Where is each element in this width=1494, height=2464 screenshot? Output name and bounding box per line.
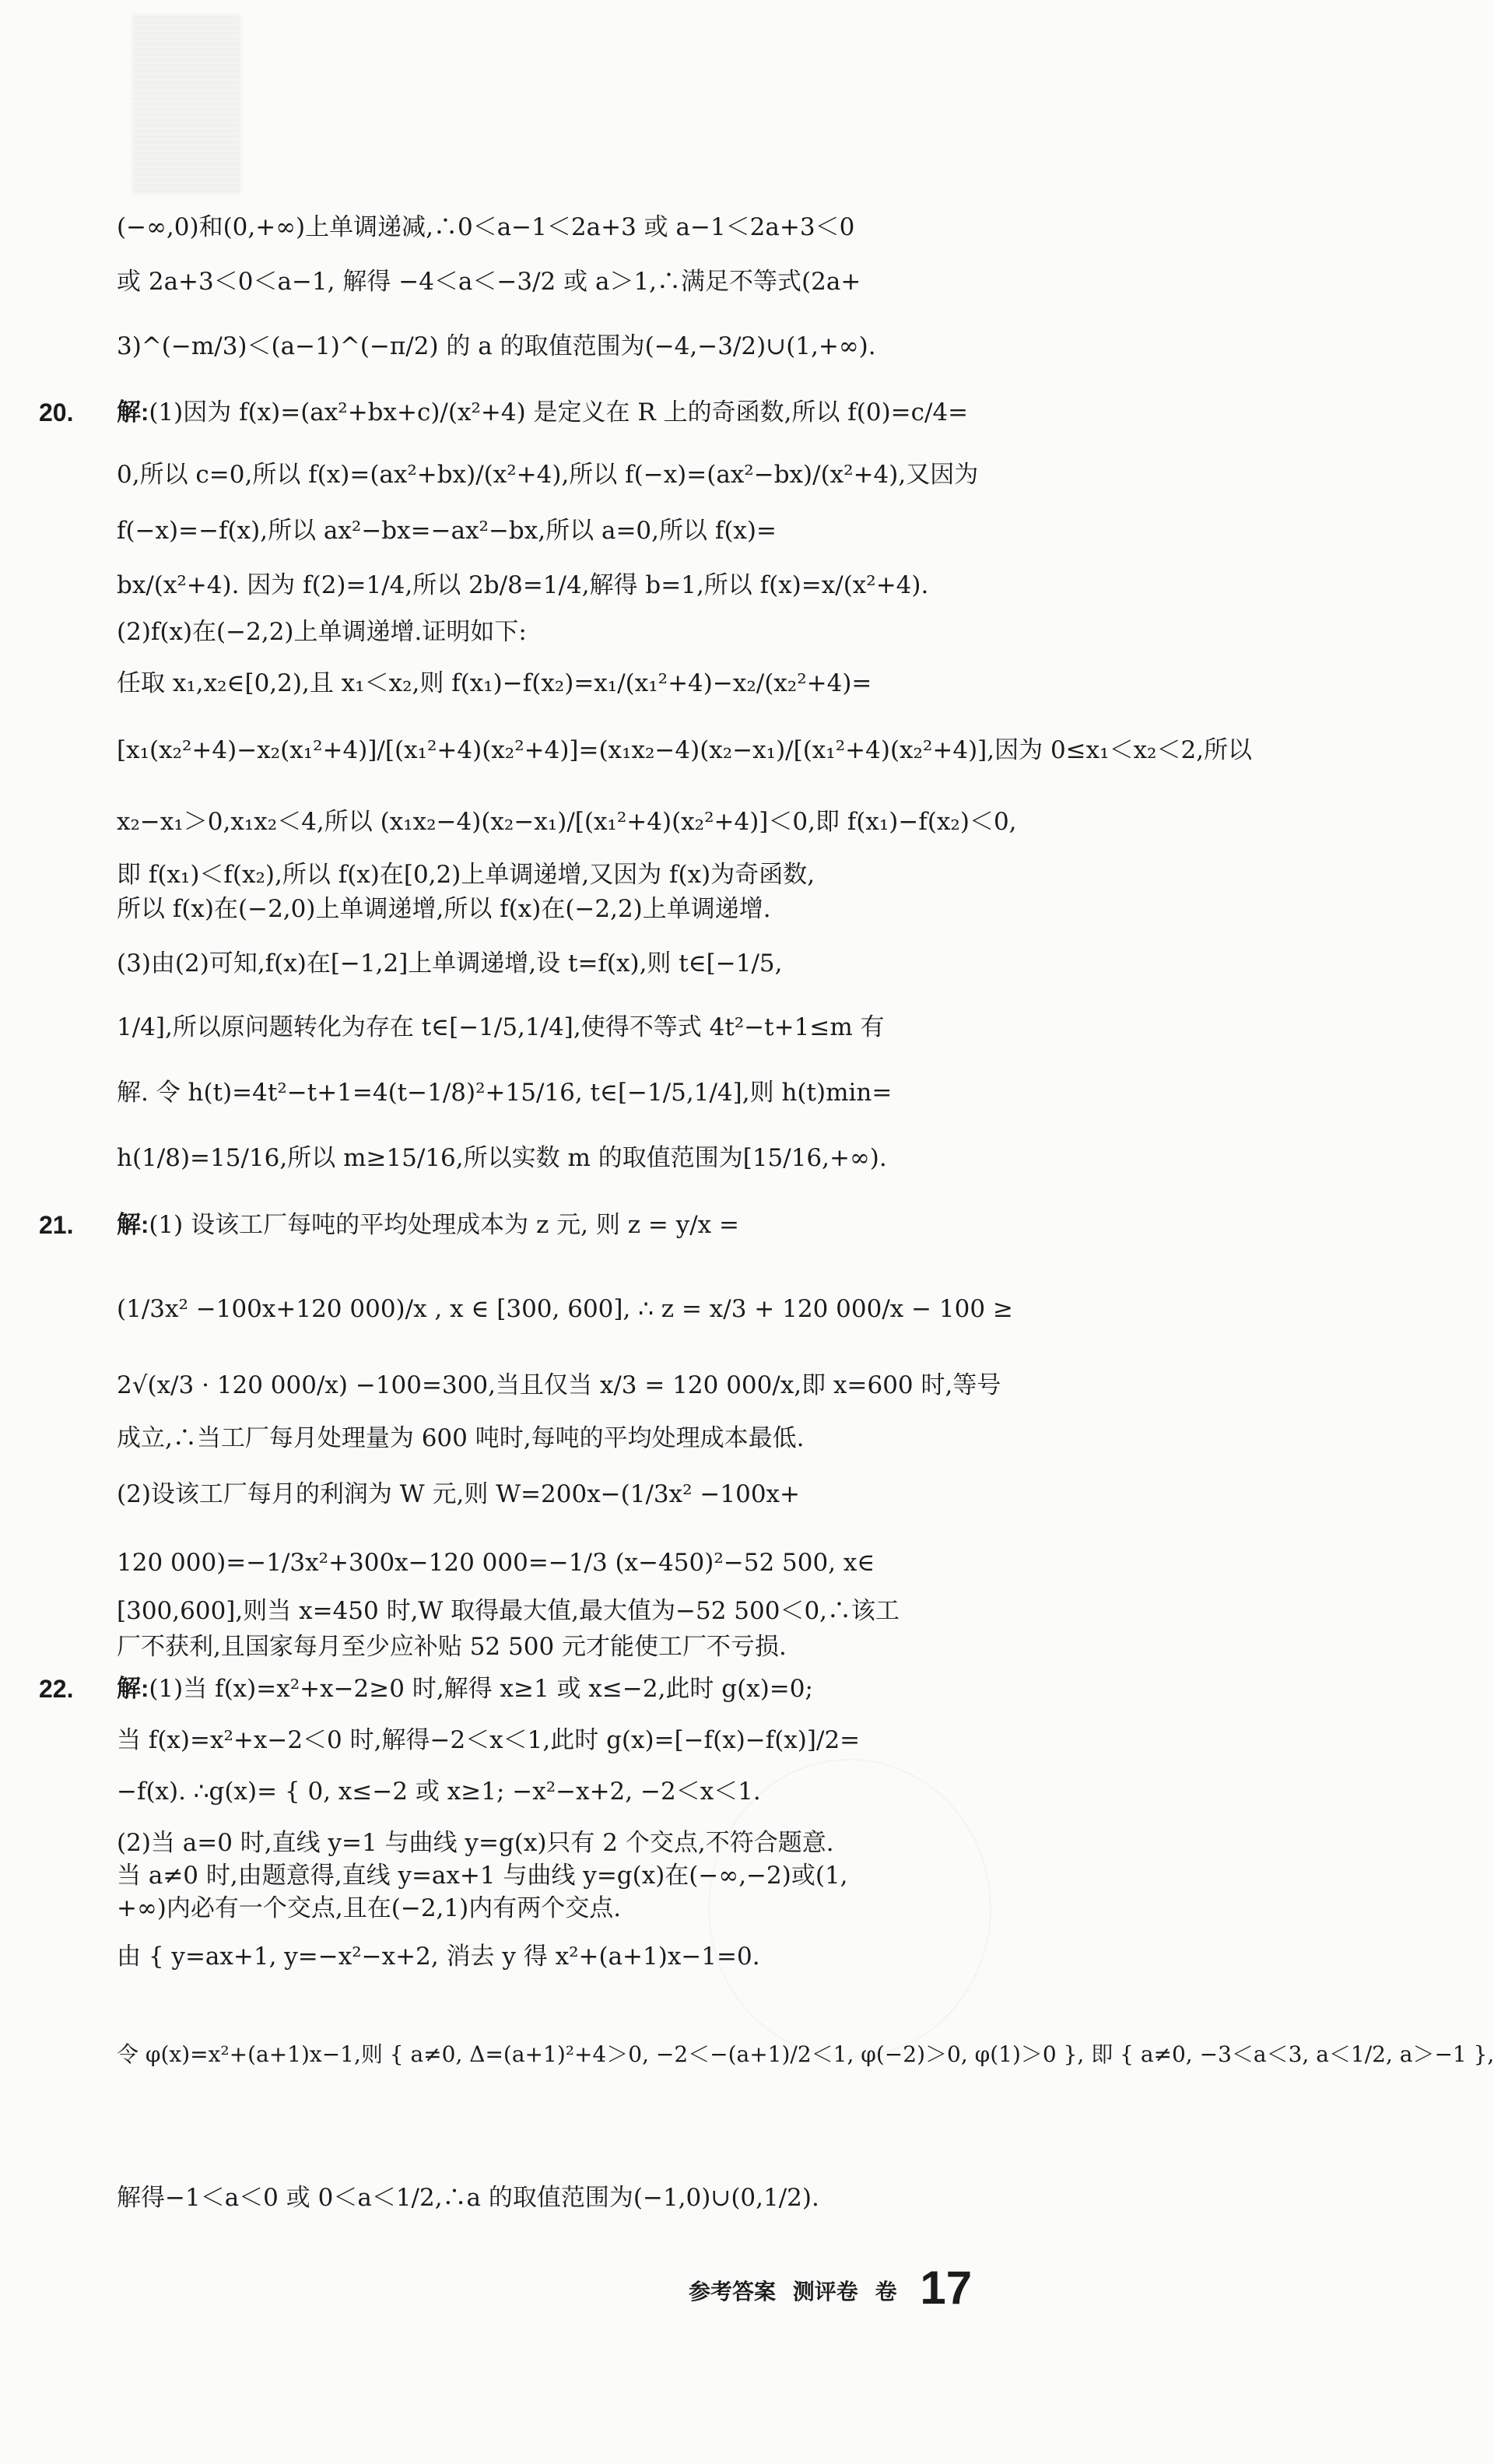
q20-line-10: 所以 f(x)在(−2,0)上单调递增,所以 f(x)在(−2,2)上单调递增. bbox=[117, 895, 771, 923]
solution-label: 解: bbox=[117, 1675, 149, 1702]
q21-line-3: 2√(x/3 · 120 000/x) −100=300,当且仅当 x/3 = 120 000/x,即 x=600 时,等号 bbox=[117, 1371, 1001, 1399]
q22-line-1: 解:(1)当 f(x)=x²+x−2≥0 时,解得 x≥1 或 x≤−2,此时 g(x)=0; bbox=[117, 1675, 813, 1703]
q22-line-7: 由 { y=ax+1, y=−x²−x+2, 消去 y 得 x²+(a+1)x−1=0. bbox=[117, 1943, 760, 1971]
q21-line-1: 解:(1) 设该工厂每吨的平均处理成本为 z 元, 则 z = y/x = bbox=[117, 1211, 739, 1239]
page-footer bbox=[689, 2262, 983, 2315]
q19-line-2: 或 2a+3＜0＜a−1, 解得 −4＜a＜−3/2 或 a＞1,∴满足不等式(2a+ bbox=[117, 268, 861, 296]
q20-line-2: 0,所以 c=0,所以 f(x)=(ax²+bx)/(x²+4),所以 f(−x)=(ax²−bx)/(x²+4),又因为 bbox=[117, 461, 979, 489]
q20-line-12: 1/4],所以原问题转化为存在 t∈[−1/5,1/4],使得不等式 4t²−t+1≤m 有 bbox=[117, 1013, 885, 1041]
q22-line-8: 令 φ(x)=x²+(a+1)x−1,则 { a≠0, Δ=(a+1)²+4＞0, −2＜−(a+1)/2＜1, φ(−2)＞0, φ(1)＞0 }, 即 { a≠0, −3＜a＜3, a＜1/2, a＞−1 }, bbox=[117, 2041, 1494, 2067]
q21-line-8: 厂不获利,且国家每月至少应补贴 52 500 元才能使工厂不亏损. bbox=[117, 1633, 787, 1661]
q20-line-13: 解. 令 h(t)=4t²−t+1=4(t−1/8)²+15/16, t∈[−1/5,1/4],则 h(t)min= bbox=[117, 1079, 893, 1107]
solution-label: 解: bbox=[117, 398, 149, 426]
q20-line-7: [x₁(x₂²+4)−x₂(x₁²+4)]/[(x₁²+4)(x₂²+4)]=(x₁x₂−4)(x₂−x₁)/[(x₁²+4)(x₂²+4)],因为 0≤x₁＜x₂＜2,所以 bbox=[117, 736, 1253, 764]
q22-line-6: +∞)内必有一个交点,且在(−2,1)内有两个交点. bbox=[117, 1894, 622, 1922]
test-label: 测评卷 bbox=[792, 2280, 858, 2304]
q21-line-6: 120 000)=−1/3x²+300x−120 000=−1/3 (x−450)²−52 500, x∈ bbox=[117, 1549, 875, 1577]
q22-line-4: (2)当 a=0 时,直线 y=1 与曲线 y=g(x)只有 2 个交点,不符合题意. bbox=[117, 1829, 834, 1857]
q19-line-1: (−∞,0)和(0,+∞)上单调递减,∴0＜a−1＜2a+3 或 a−1＜2a+3＜0 bbox=[117, 213, 855, 241]
q19-line-3: 3)^(−m/3)＜(a−1)^(−π/2) 的 a 的取值范围为(−4,−3/2)∪(1,+∞). bbox=[117, 332, 876, 360]
q20-line-11: (3)由(2)可知,f(x)在[−1,2]上单调递增,设 t=f(x),则 t∈[−1/5, bbox=[117, 949, 783, 978]
q20-line-9: 即 f(x₁)＜f(x₂),所以 f(x)在[0,2)上单调递增,又因为 f(x)为奇函数, bbox=[117, 861, 815, 889]
q20-line-1: 解:(1)因为 f(x)=(ax²+bx+c)/(x²+4) 是定义在 R 上的奇函数,所以 f(0)=c/4= bbox=[117, 398, 969, 426]
q20-line-4: bx/(x²+4). 因为 f(2)=1/4,所以 2b/8=1/4,解得 b=1,所以 f(x)=x/(x²+4). bbox=[117, 571, 929, 599]
q21-line-4: 成立,∴当工厂每月处理量为 600 吨时,每吨的平均处理成本最低. bbox=[117, 1424, 805, 1452]
q21-line-2: (1/3x² −100x+120 000)/x , x ∈ [300, 600], ∴ z = x/3 + 120 000/x − 100 ≥ bbox=[117, 1295, 1013, 1323]
question-number-22: 22. bbox=[39, 1675, 74, 1703]
page-number: 17 bbox=[920, 2262, 973, 2314]
q22-line-3: −f(x). ∴g(x)= { 0, x≤−2 或 x≥1; −x²−x+2, −2＜x＜1. bbox=[117, 1778, 761, 1806]
answer-label: 参考答案 bbox=[689, 2280, 777, 2304]
question-number-20: 20. bbox=[39, 398, 74, 426]
q21-line-7: [300,600],则当 x=450 时,W 取得最大值,最大值为−52 500＜0,∴该工 bbox=[117, 1597, 900, 1625]
q21-line-5: (2)设该工厂每月的利润为 W 元,则 W=200x−(1/3x² −100x+ bbox=[117, 1480, 801, 1508]
q20-line-6: 任取 x₁,x₂∈[0,2),且 x₁＜x₂,则 f(x₁)−f(x₂)=x₁/(x₁²+4)−x₂/(x₂²+4)= bbox=[117, 669, 872, 697]
question-number-21: 21. bbox=[39, 1211, 74, 1239]
q20-line-14: h(1/8)=15/16,所以 m≥15/16,所以实数 m 的取值范围为[15/16,+∞). bbox=[117, 1144, 887, 1172]
q22-line-9: 解得−1＜a＜0 或 0＜a＜1/2,∴a 的取值范围为(−1,0)∪(0,1/2). bbox=[117, 2184, 819, 2212]
q20-line-3: f(−x)=−f(x),所以 ax²−bx=−ax²−bx,所以 a=0,所以 f(x)= bbox=[117, 517, 777, 545]
q22-line-2: 当 f(x)=x²+x−2＜0 时,解得−2＜x＜1,此时 g(x)=[−f(x)−f(x)]/2= bbox=[117, 1726, 861, 1754]
q20-line-5: (2)f(x)在(−2,2)上单调递增.证明如下: bbox=[117, 618, 527, 646]
solution-label: 解: bbox=[117, 1211, 149, 1238]
volume-label: 卷 bbox=[875, 2280, 897, 2304]
q20-line-8: x₂−x₁＞0,x₁x₂＜4,所以 (x₁x₂−4)(x₂−x₁)/[(x₁²+4)(x₂²+4)]＜0,即 f(x₁)−f(x₂)＜0, bbox=[117, 808, 1017, 836]
q22-line-5: 当 a≠0 时,由题意得,直线 y=ax+1 与曲线 y=g(x)在(−∞,−2)或(1, bbox=[117, 1862, 848, 1890]
